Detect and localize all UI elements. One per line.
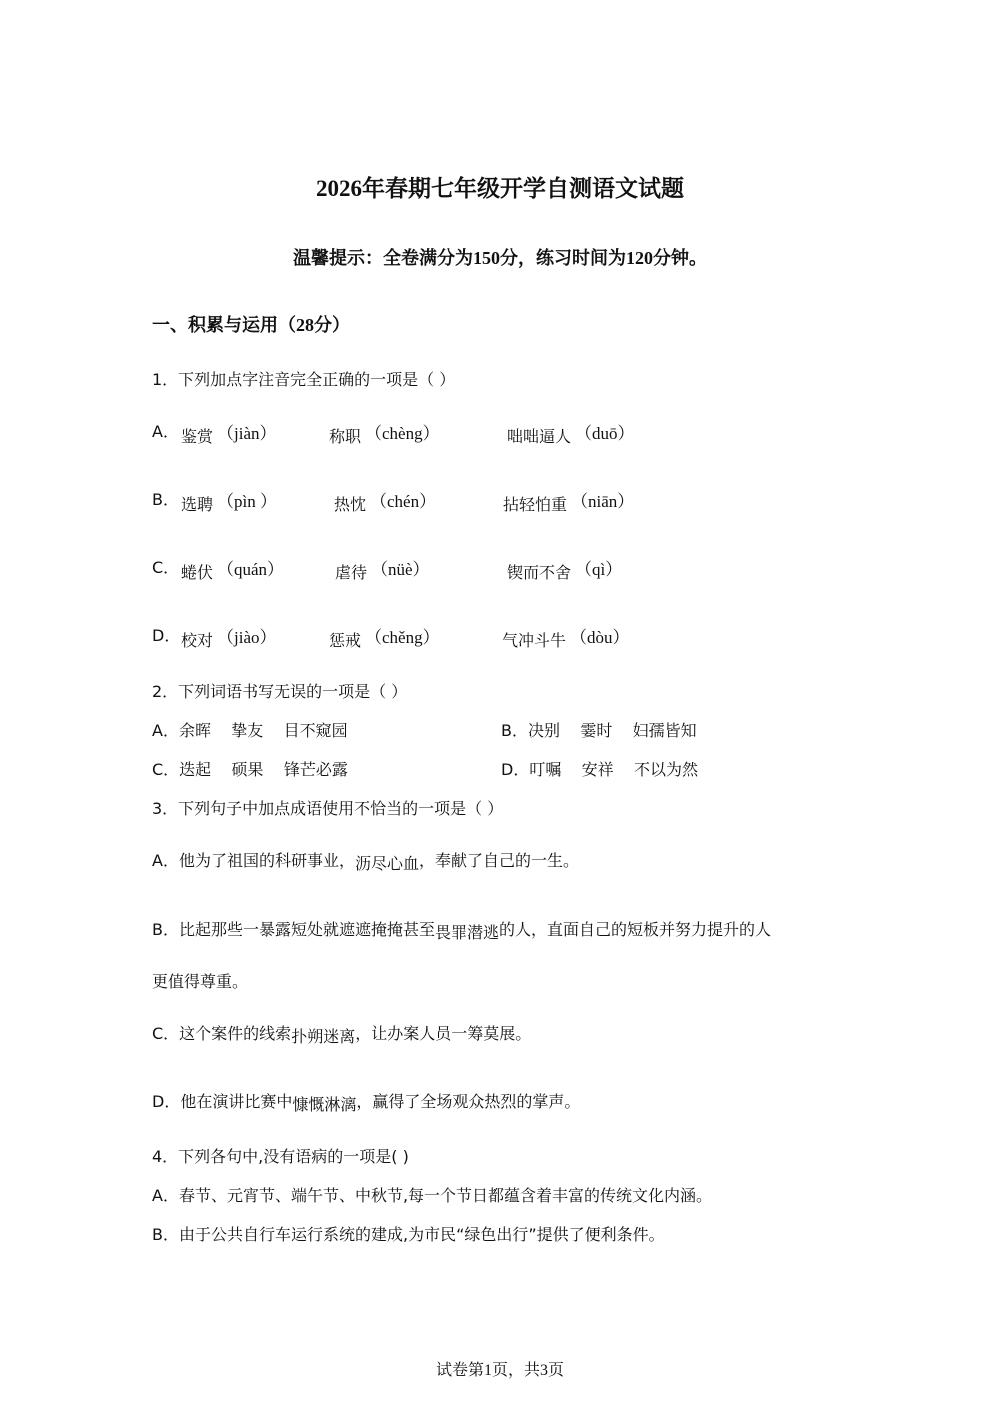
q1-option-a-item-1: 鉴赏 （jiàn）: [181, 424, 277, 446]
q1-option-b-item-2: 热忱 （chén）: [334, 492, 437, 514]
q3-option-c: C．这个案件的线索扑朔迷离，让办案人员一筹莫展。: [152, 1024, 532, 1046]
q2-option-b: B．决别 霎时 妇孺皆知: [501, 721, 697, 740]
section-heading: 一、积累与运用（28分）: [152, 315, 350, 335]
q1-option-b-item-3: 拈轻怕重 （niān）: [503, 492, 635, 514]
q4-option-a: A．春节、元宵节、端午节、中秋节,每一个节日都蕴含着丰富的传统文化内涵。: [152, 1186, 713, 1205]
page-title: 2026年春期七年级开学自测语文试题: [316, 176, 684, 201]
q1-option-b-label: B．: [152, 490, 179, 509]
question-4-stem: 4．下列各句中,没有语病的一项是( ): [152, 1147, 409, 1166]
q1-option-d-item-1: 校对 （jiào）: [181, 628, 277, 650]
q2-option-a: A．余晖 挚友 目不窥园: [152, 721, 348, 740]
q1-option-c-item-2: 虐待 （nüè）: [335, 560, 430, 582]
q1-option-d-item-2: 惩戒 （chěng）: [329, 628, 440, 650]
q3-option-d: D．他在演讲比赛中慷慨淋漓，赢得了全场观众热烈的掌声。: [152, 1092, 581, 1114]
q1-option-b-item-1: 选聘 （pìn ）: [181, 492, 277, 514]
q1-option-c-label: C．: [152, 558, 180, 577]
q2-option-d: D．叮嘱 安祥 不以为然: [501, 760, 699, 779]
q1-option-a-item-2: 称职 （chèng）: [329, 424, 440, 446]
q1-option-c-item-1: 蜷伏 （quán）: [181, 560, 285, 582]
q1-option-d-item-3: 气冲斗牛 （dòu）: [502, 628, 630, 650]
q2-option-c: C．迭起 硕果 锋芒必露: [152, 760, 348, 779]
question-1-stem: 1．下列加点字注音完全正确的一项是（ ）: [152, 370, 456, 389]
exam-hint: 温馨提示：全卷满分为150分，练习时间为120分钟。: [293, 248, 707, 268]
q1-option-d-label: D．: [152, 626, 181, 645]
q1-option-c-item-3: 锲而不舍 （qì）: [507, 560, 623, 582]
q3-option-b-continued: 更值得尊重。: [152, 972, 249, 991]
question-2-stem: 2．下列词语书写无误的一项是（ ）: [152, 682, 408, 701]
q3-option-a: A．他为了祖国的科研事业，沥尽心血，奉献了自己的一生。: [152, 851, 579, 873]
page-footer: 试卷第1页，共3页: [435, 1362, 564, 1379]
q3-option-b: B．比起那些一暴露短处就遮遮掩掩甚至畏罪潜逃的人，直面自己的短板并努力提升的人: [152, 920, 772, 942]
q1-option-a-item-3: 咄咄逼人 （duō）: [507, 424, 635, 446]
question-3-stem: 3．下列句子中加点成语使用不恰当的一项是（ ）: [152, 799, 504, 818]
q1-option-a-label: A．: [152, 422, 179, 441]
q4-option-b: B．由于公共自行车运行系统的建成,为市民“绿色出行”提供了便利条件。: [152, 1225, 665, 1244]
